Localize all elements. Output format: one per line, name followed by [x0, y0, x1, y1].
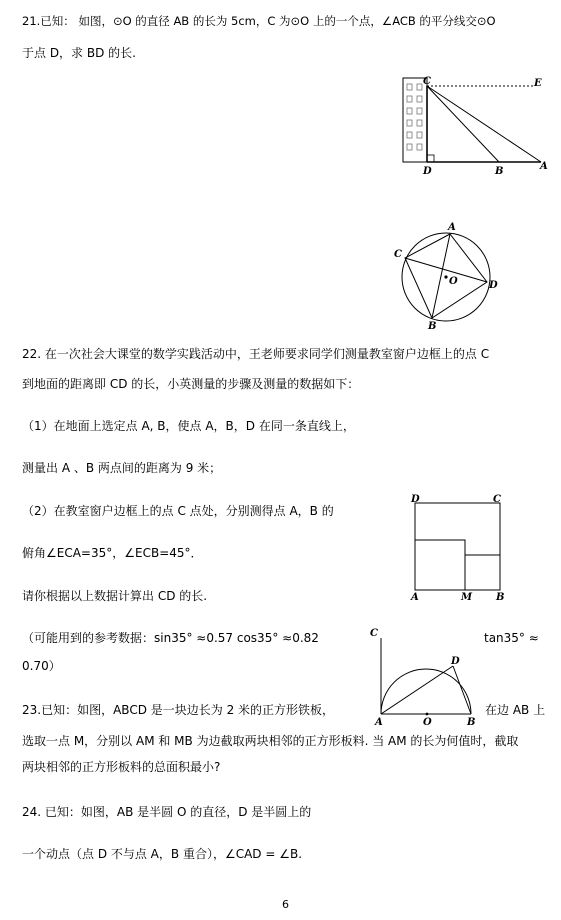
- q22-reference-data: （可能用到的参考数据：sin35° ≈0.57 cos35° ≈0.82: [22, 631, 319, 645]
- q22-text-line2: 到地面的距离即 CD 的长，小英测量的步骤及测量的数据如下：: [22, 377, 360, 391]
- q22-fig-label-b: B: [496, 592, 505, 603]
- q22-fig-label-a: A: [411, 592, 419, 603]
- q22-measurement: 测量出 A 、B 两点间的距离为 9 米；: [22, 461, 222, 475]
- q23-text-line1-right: 在边 AB 上: [485, 703, 546, 717]
- q22-step1: （1）在地面上选定点 A, B，使点 A，B，D 在同一条直线上，: [22, 419, 355, 433]
- q22-text-line1: 22. 在一次社会大课堂的数学实践活动中，王老师要求同学们测量教室窗户边框上的点 C: [22, 347, 490, 361]
- q23-text-line2: 选取一点 M，分别以 AM 和 MB 为边截取两块相邻的正方形板料. 当 AM 的长为何值时，截取: [22, 734, 519, 748]
- q23-fig-label-b: B: [467, 717, 476, 728]
- q21-fig1-label-c: C: [423, 76, 431, 87]
- q21-building-figure: [395, 74, 555, 179]
- q21-fig2-label-o: O: [449, 276, 458, 287]
- q21-text-line2: 于点 D，求 BD 的长.: [22, 46, 136, 60]
- q22-reference-tan-value: 0.70）: [22, 659, 61, 673]
- q22-fig-label-c: C: [493, 494, 501, 505]
- q21-fig1-label-d: D: [423, 166, 432, 177]
- q22-angles: 俯角∠ECA=35°，∠ECB=45°．: [22, 546, 203, 560]
- q22-reference-tan: tan35° ≈: [484, 631, 539, 645]
- q23-fig-label-c: C: [370, 628, 378, 639]
- q24-text-line2: 一个动点（点 D 不与点 A，B 重合），∠CAD = ∠B.: [22, 847, 303, 861]
- q21-fig1-label-e: E: [534, 78, 542, 89]
- q24-text-line1: 24. 已知：如图，AB 是半圆 O 的直径，D 是半圆上的: [22, 805, 312, 819]
- q21-circle-figure: [388, 218, 508, 333]
- q21-fig2-label-c: C: [394, 249, 402, 260]
- q21-fig1-label-b: B: [495, 166, 504, 177]
- page-number: 6: [282, 898, 289, 911]
- q23-text-line1: 23.已知：如图，ABCD 是一块边长为 2 米的正方形铁板，: [22, 703, 335, 717]
- q23-squares-figure: [405, 493, 510, 603]
- q22-fig-label-m: M: [461, 592, 473, 603]
- q23-fig-label-a: A: [375, 717, 383, 728]
- q22-fig-label-d: D: [411, 494, 420, 505]
- q23-fig-label-d: D: [451, 656, 460, 667]
- q22-step2: （2）在教室窗户边框上的点 C 点处，分别测得点 A，B 的: [22, 504, 334, 518]
- q22-ask: 请你根据以上数据计算出 CD 的长.: [22, 589, 208, 603]
- q21-fig1-label-a: A: [540, 161, 548, 172]
- q21-fig2-label-a: A: [448, 222, 456, 233]
- q23-text-line3: 两块相邻的正方形板料的总面积最小?: [22, 760, 221, 774]
- q23-fig-label-o: O: [423, 717, 432, 728]
- q21-text-line1: 21.已知： 如图，⊙O 的直径 AB 的长为 5cm，C 为⊙O 上的一个点，∠ACB 的平分线交⊙O: [22, 14, 496, 28]
- q21-fig2-label-d: D: [489, 280, 498, 291]
- q24-semicircle-figure: [367, 622, 482, 727]
- q21-fig2-label-b: B: [428, 321, 437, 332]
